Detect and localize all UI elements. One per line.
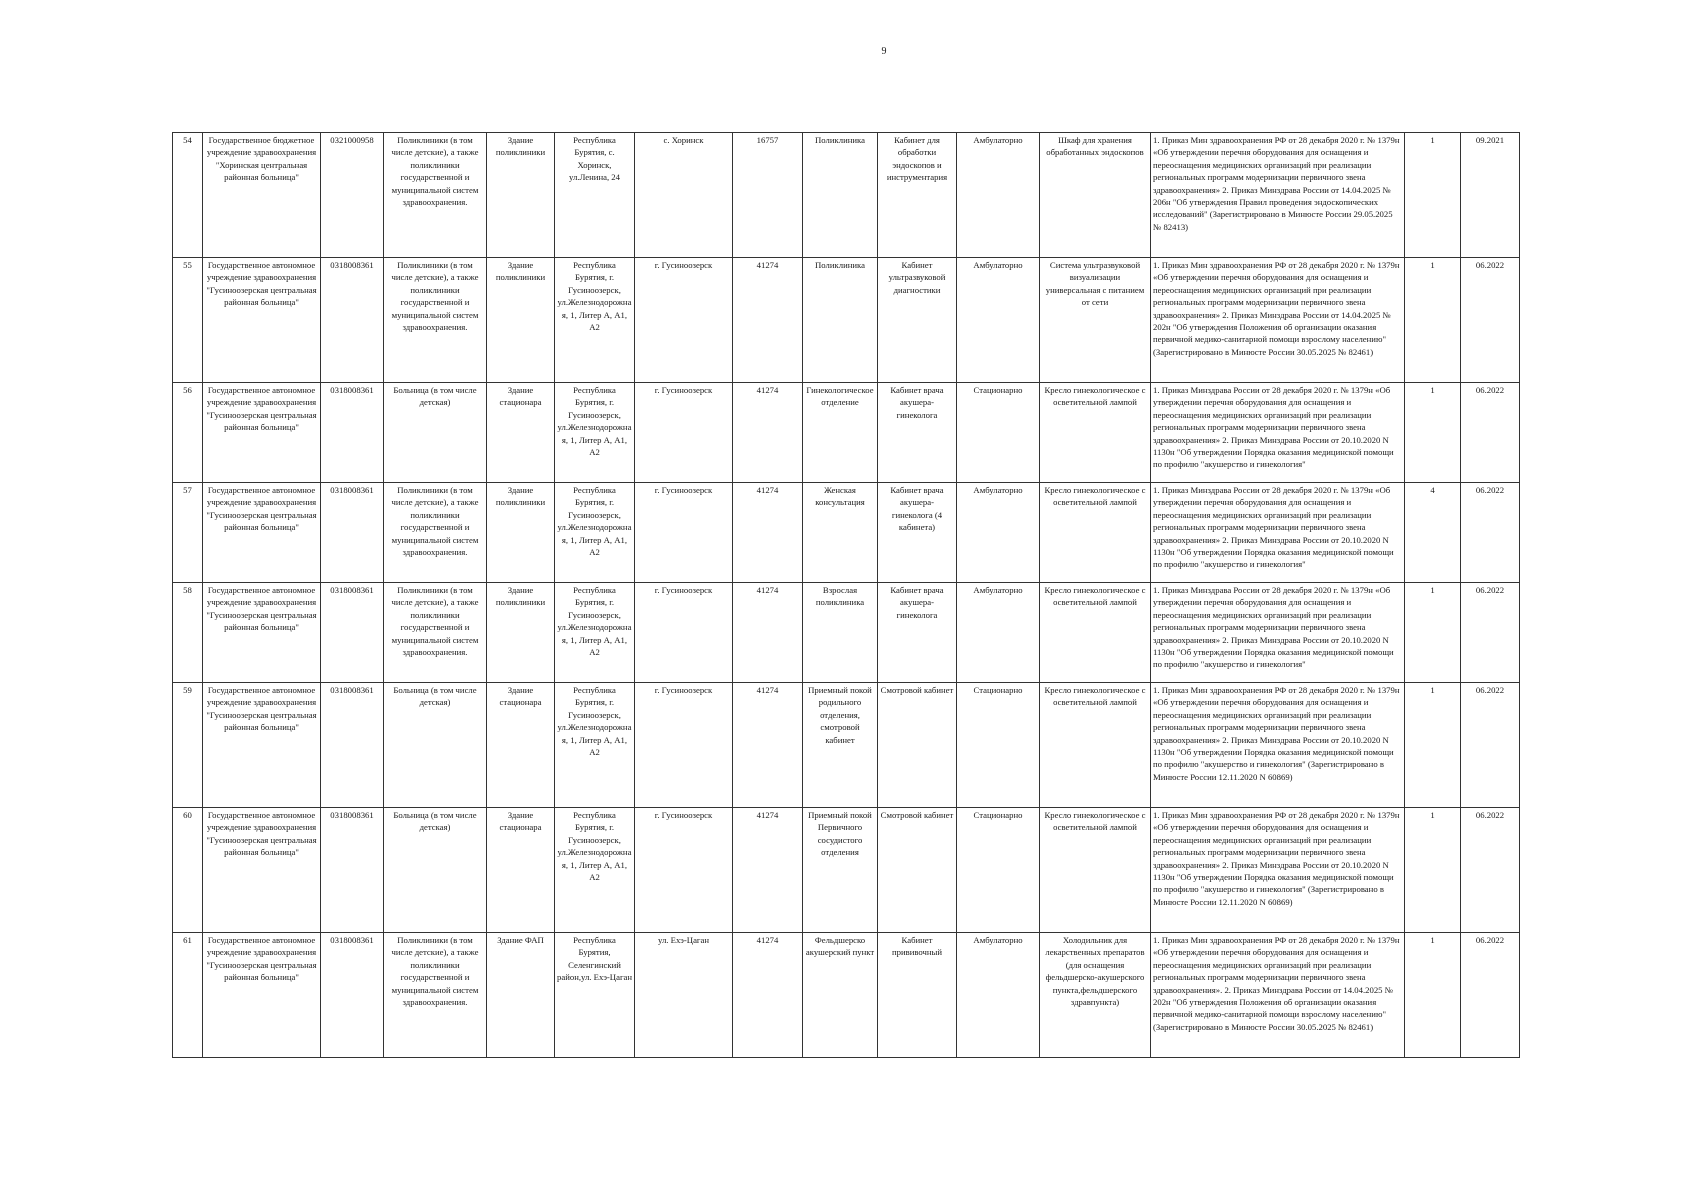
facility-type: Больница (в том числе детская)	[384, 683, 487, 808]
equipment-name: Шкаф для хранения обработанных эндоскопов	[1040, 133, 1151, 258]
organization-name: Государственное автономное учреждение здравоохранения "Гусиноозерская центральная районная больница"	[203, 483, 321, 583]
room-name: Смотровой кабинет	[878, 808, 957, 933]
locality-name: г. Гусиноозерск	[635, 383, 733, 483]
delivery-date: 06.2022	[1461, 808, 1520, 933]
department-name: Приемный покой Первичного сосудистого отделения	[803, 808, 878, 933]
building-type: Здание поликлиники	[487, 258, 555, 383]
table-row	[173, 933, 1520, 1058]
equipment-table	[172, 132, 1520, 1058]
equipment-name: Кресло гинекологическое с осветительной лампой	[1040, 808, 1151, 933]
organization-code: 0318008361	[321, 683, 384, 808]
legal-basis: 1. Приказ Мин здравоохранения РФ от 28 декабря 2020 г. № 1379н «Об утверждении перечня оборудования для оснащения и переоснащения медицинских организаций при реализации региональных программ модернизации первичного звена здравоохранения» 2. Приказ Минздрава России от 14.04.2025 № 206н "Об утверждения Правил проведения эндоскопических исследований" (Зарегистрировано в Минюсте России 29.05.2025 № 82413)	[1151, 133, 1405, 258]
room-name: Кабинет прививочный	[878, 933, 957, 1058]
room-name: Кабинет ультразвуковой диагностики	[878, 258, 957, 383]
facility-type: Поликлиники (в том числе детские), а также поликлиники государственной и муниципальной систем здравоохранения.	[384, 933, 487, 1058]
department-name: Гинекологическое отделение	[803, 383, 878, 483]
equipment-quantity: 1	[1405, 683, 1461, 808]
care-form: Амбулаторно	[957, 258, 1040, 383]
care-form: Стационарно	[957, 683, 1040, 808]
facility-address: Республика Бурятия, г. Гусиноозерск, ул.Железнодорожная, 1, Литер А, А1, А2	[555, 483, 635, 583]
facility-type: Поликлиники (в том числе детские), а также поликлиники государственной и муниципальной систем здравоохранения.	[384, 583, 487, 683]
locality-name: г. Гусиноозерск	[635, 808, 733, 933]
table-row	[173, 583, 1520, 683]
facility-type: Поликлиники (в том числе детские), а также поликлиники государственной и муниципальной систем здравоохранения.	[384, 133, 487, 258]
department-name: Фельдшерско акушерский пункт	[803, 933, 878, 1058]
organization-name: Государственное автономное учреждение здравоохранения "Гусиноозерская центральная районная больница"	[203, 808, 321, 933]
equipment-quantity: 1	[1405, 808, 1461, 933]
care-form: Стационарно	[957, 808, 1040, 933]
organization-name: Государственное автономное учреждение здравоохранения "Гусиноозерская центральная районная больница"	[203, 383, 321, 483]
population-count: 41274	[733, 683, 803, 808]
population-count: 41274	[733, 483, 803, 583]
building-type: Здание стационара	[487, 808, 555, 933]
care-form: Амбулаторно	[957, 483, 1040, 583]
legal-basis: 1. Приказ Мин здравоохранения РФ от 28 декабря 2020 г. № 1379н «Об утверждении перечня оборудования для оснащения и переоснащения медицинских организаций при реализации региональных программ модернизации первичного звена здравоохранения» 2. Приказ Минздрава России от 20.10.2020 N 1130н "Об утверждении Порядка оказания медицинской помощи по профилю "акушерство и гинекология" (Зарегистрировано в Минюсте России 12.11.2020 N 60869)	[1151, 808, 1405, 933]
organization-name: Государственное бюджетное учреждение здравоохранения "Хоринская центральная районная больница"	[203, 133, 321, 258]
table-row	[173, 483, 1520, 583]
facility-type: Больница (в том числе детская)	[384, 808, 487, 933]
equipment-quantity: 1	[1405, 583, 1461, 683]
population-count: 41274	[733, 583, 803, 683]
legal-basis: 1. Приказ Мин здравоохранения РФ от 28 декабря 2020 г. № 1379н «Об утверждении перечня оборудования для оснащения и переоснащения медицинских организаций при реализации региональных программ модернизации первичного звена здравоохранения». 2. Приказ Минздрава России от 14.04.2025 № 202н "Об утверждения Положения об организации оказания первичной медико-санитарной помощи взрослому населению" (Зарегистрировано в Минюсте России 30.05.2025 № 82461)	[1151, 933, 1405, 1058]
equipment-quantity: 1	[1405, 383, 1461, 483]
building-type: Здание поликлиники	[487, 583, 555, 683]
organization-name: Государственное автономное учреждение здравоохранения "Гусиноозерская центральная районная больница"	[203, 583, 321, 683]
population-count: 41274	[733, 258, 803, 383]
table-row	[173, 383, 1520, 483]
facility-address: Республика Бурятия, г. Гусиноозерск, ул.Железнодорожная, 1, Литер А, А1, А2	[555, 583, 635, 683]
department-name: Приемный покой родильного отделения, смотровой кабинет	[803, 683, 878, 808]
equipment-name: Кресло гинекологическое с осветительной лампой	[1040, 583, 1151, 683]
organization-code: 0318008361	[321, 583, 384, 683]
room-name: Кабинет врача акушера-гинеколога	[878, 583, 957, 683]
facility-address: Республика Бурятия, г. Гусиноозерск, ул.Железнодорожная, 1, Литер А, А1, А2	[555, 383, 635, 483]
organization-name: Государственное автономное учреждение здравоохранения "Гусиноозерская центральная районная больница"	[203, 933, 321, 1058]
delivery-date: 06.2022	[1461, 683, 1520, 808]
equipment-name: Холодильник для лекарственных препаратов (для оснащения фельдшерско-акушерского пункта,фельдшерского здравпункта)	[1040, 933, 1151, 1058]
locality-name: г. Гусиноозерск	[635, 483, 733, 583]
row-number: 61	[173, 933, 203, 1058]
organization-name: Государственное автономное учреждение здравоохранения "Гусиноозерская центральная районная больница"	[203, 683, 321, 808]
row-number: 60	[173, 808, 203, 933]
facility-address: Республика Бурятия, Селенгинский район,ул. Ехэ-Цаган	[555, 933, 635, 1058]
row-number: 54	[173, 133, 203, 258]
facility-type: Поликлиники (в том числе детские), а также поликлиники государственной и муниципальной систем здравоохранения.	[384, 483, 487, 583]
legal-basis: 1. Приказ Минздрава России от 28 декабря 2020 г. № 1379н «Об утверждении перечня оборудования для оснащения и переоснащения медицинских организаций при реализации региональных программ модернизации первичного звена здравоохранения» 2. Приказ Минздрава России от 20.10.2020 N 1130н "Об утверждении Порядка оказания медицинской помощи по профилю "акушерство и гинекология"	[1151, 483, 1405, 583]
delivery-date: 06.2022	[1461, 933, 1520, 1058]
row-number: 56	[173, 383, 203, 483]
department-name: Взрослая поликлиника	[803, 583, 878, 683]
delivery-date: 06.2022	[1461, 258, 1520, 383]
legal-basis: 1. Приказ Минздрава России от 28 декабря 2020 г. № 1379н «Об утверждении перечня оборудования для оснащения и переоснащения медицинских организаций при реализации региональных программ модернизации первичного звена здравоохранения» 2. Приказ Минздрава России от 20.10.2020 N 1130н "Об утверждении Порядка оказания медицинской помощи по профилю "акушерство и гинекология"	[1151, 583, 1405, 683]
building-type: Здание поликлиники	[487, 483, 555, 583]
facility-address: Республика Бурятия, г. Гусиноозерск, ул.Железнодорожная, 1, Литер А, А1, А2	[555, 683, 635, 808]
facility-address: Республика Бурятия, г. Гусиноозерск, ул.Железнодорожная, 1, Литер А, А1, А2	[555, 258, 635, 383]
room-name: Смотровой кабинет	[878, 683, 957, 808]
equipment-quantity: 4	[1405, 483, 1461, 583]
locality-name: г. Гусиноозерск	[635, 583, 733, 683]
table-row	[173, 683, 1520, 808]
locality-name: г. Гусиноозерск	[635, 258, 733, 383]
organization-code: 0318008361	[321, 258, 384, 383]
care-form: Амбулаторно	[957, 583, 1040, 683]
row-number: 58	[173, 583, 203, 683]
population-count: 16757	[733, 133, 803, 258]
legal-basis: 1. Приказ Мин здравоохранения РФ от 28 декабря 2020 г. № 1379н «Об утверждении перечня оборудования для оснащения и переоснащения медицинских организаций при реализации региональных программ модернизации первичного звена здравоохранения» 2. Приказ Минздрава России от 20.10.2020 N 1130н "Об утверждении Порядка оказания медицинской помощи по профилю "акушерство и гинекология" (Зарегистрировано в Минюсте России 12.11.2020 N 60869)	[1151, 683, 1405, 808]
row-number: 55	[173, 258, 203, 383]
organization-code: 0318008361	[321, 933, 384, 1058]
table-row	[173, 133, 1520, 258]
equipment-name: Кресло гинекологическое с осветительной лампой	[1040, 483, 1151, 583]
care-form: Амбулаторно	[957, 133, 1040, 258]
building-type: Здание ФАП	[487, 933, 555, 1058]
equipment-quantity: 1	[1405, 258, 1461, 383]
care-form: Стационарно	[957, 383, 1040, 483]
delivery-date: 06.2022	[1461, 483, 1520, 583]
row-number: 57	[173, 483, 203, 583]
equipment-name: Кресло гинекологическое с осветительной лампой	[1040, 383, 1151, 483]
facility-type: Поликлиники (в том числе детские), а также поликлиники государственной и муниципальной систем здравоохранения.	[384, 258, 487, 383]
page-number: 9	[881, 46, 887, 57]
equipment-name: Система ультразвуковой визуализации универсальная с питанием от сети	[1040, 258, 1151, 383]
building-type: Здание поликлиники	[487, 133, 555, 258]
population-count: 41274	[733, 933, 803, 1058]
facility-address: Республика Бурятия, с. Хоринск, ул.Ленина, 24	[555, 133, 635, 258]
building-type: Здание стационара	[487, 683, 555, 808]
delivery-date: 06.2022	[1461, 383, 1520, 483]
table-row	[173, 808, 1520, 933]
organization-code: 0318008361	[321, 383, 384, 483]
room-name: Кабинет врача акушера-гинеколога	[878, 383, 957, 483]
legal-basis: 1. Приказ Мин здравоохранения РФ от 28 декабря 2020 г. № 1379н «Об утверждении перечня оборудования для оснащения и переоснащения медицинских организаций при реализации региональных программ модернизации первичного звена здравоохранения» 2. Приказ Минздрава России от 14.04.2025 № 202н "Об утверждения Положения об организации оказания первичной медико-санитарной помощи взрослому населению" (Зарегистрировано в Минюсте России 30.05.2025 № 82461)	[1151, 258, 1405, 383]
locality-name: г. Гусиноозерск	[635, 683, 733, 808]
building-type: Здание стационара	[487, 383, 555, 483]
organization-code: 0318008361	[321, 483, 384, 583]
organization-code: 0321000958	[321, 133, 384, 258]
room-name: Кабинет для обработки эндоскопов и инструментария	[878, 133, 957, 258]
delivery-date: 09.2021	[1461, 133, 1520, 258]
facility-type: Больница (в том числе детская)	[384, 383, 487, 483]
organization-code: 0318008361	[321, 808, 384, 933]
table-row	[173, 258, 1520, 383]
population-count: 41274	[733, 808, 803, 933]
department-name: Поликлиника	[803, 258, 878, 383]
care-form: Амбулаторно	[957, 933, 1040, 1058]
organization-name: Государственное автономное учреждение здравоохранения "Гусиноозерская центральная районная больница"	[203, 258, 321, 383]
legal-basis: 1. Приказ Минздрава России от 28 декабря 2020 г. № 1379н «Об утверждении перечня оборудования для оснащения и переоснащения медицинских организаций при реализации региональных программ модернизации первичного звена здравоохранения» 2. Приказ Минздрава России от 20.10.2020 N 1130н "Об утверждении Порядка оказания медицинской помощи по профилю "акушерство и гинекология"	[1151, 383, 1405, 483]
department-name: Женская консультация	[803, 483, 878, 583]
facility-address: Республика Бурятия, г. Гусиноозерск, ул.Железнодорожная, 1, Литер А, А1, А2	[555, 808, 635, 933]
equipment-name: Кресло гинекологическое с осветительной лампой	[1040, 683, 1151, 808]
equipment-quantity: 1	[1405, 133, 1461, 258]
room-name: Кабинет врача акушера-гинеколога (4 кабинета)	[878, 483, 957, 583]
equipment-quantity: 1	[1405, 933, 1461, 1058]
department-name: Поликлиника	[803, 133, 878, 258]
row-number: 59	[173, 683, 203, 808]
population-count: 41274	[733, 383, 803, 483]
locality-name: ул. Ехэ-Цаган	[635, 933, 733, 1058]
table-body	[173, 133, 1520, 1058]
delivery-date: 06.2022	[1461, 583, 1520, 683]
locality-name: с. Хоринск	[635, 133, 733, 258]
